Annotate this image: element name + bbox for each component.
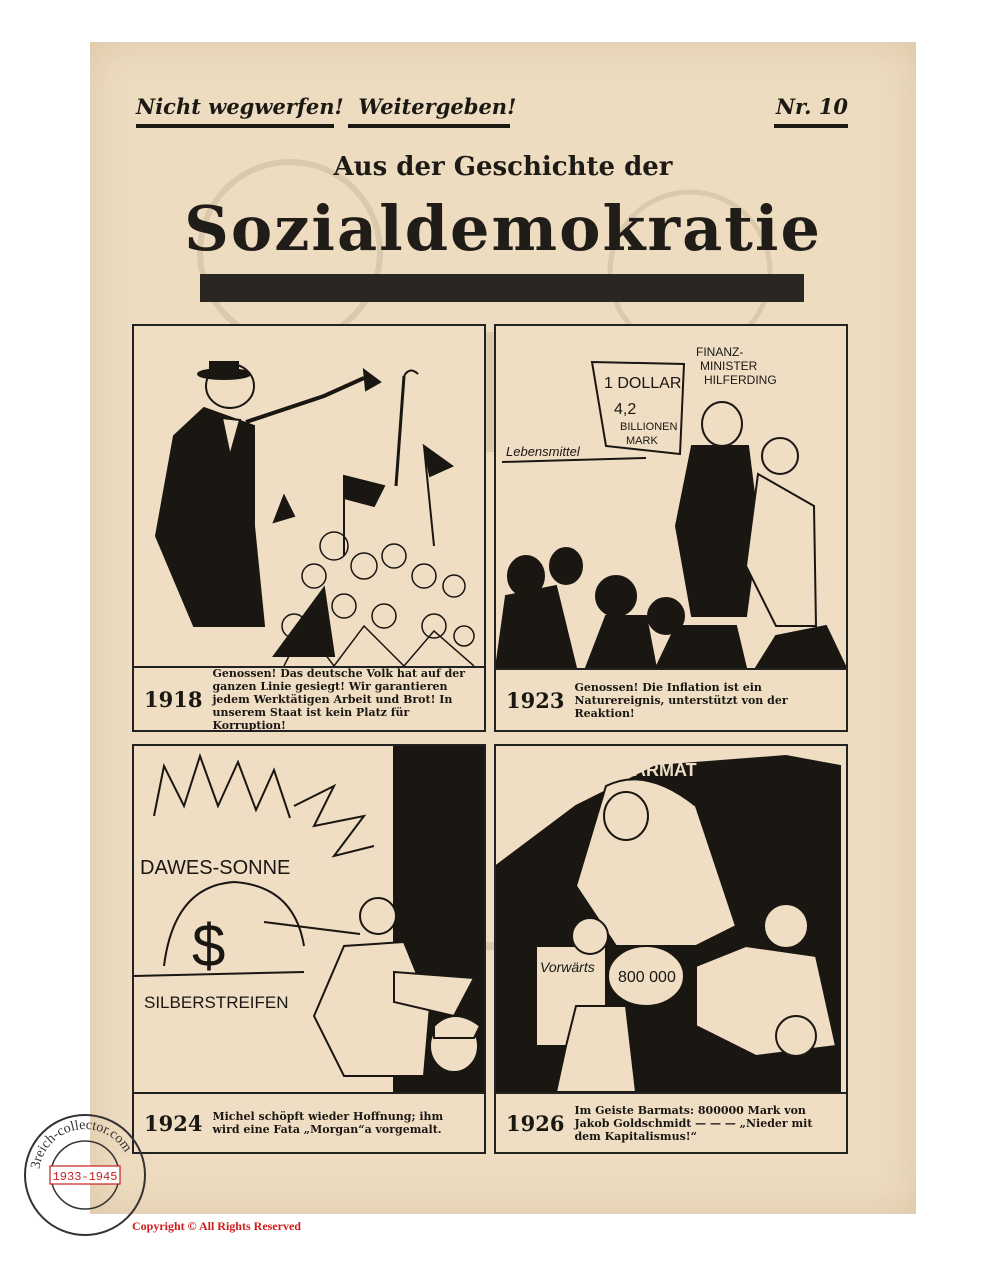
title-line-small: Aus der Geschichte der — [333, 152, 673, 182]
caption-1923 — [496, 668, 846, 730]
cartoon-panel-1926 — [494, 744, 848, 1154]
sign-billions: BILLIONEN — [620, 421, 678, 433]
stamp-years: 1933-1945 — [52, 1170, 118, 1184]
caption-1924 — [134, 1092, 484, 1152]
cartoon-art-barmat — [496, 746, 846, 1092]
cartoon-art-speaker-crowd — [134, 326, 484, 666]
year-label: 1926 — [506, 1110, 565, 1136]
cartoon-panel-1923 — [494, 324, 848, 732]
issue-number: Nr. 10 — [775, 94, 848, 119]
cartoon-panel-1918 — [132, 324, 486, 732]
dollar-sign: $ — [192, 912, 226, 979]
barmat-label: BARMAT — [620, 760, 697, 780]
shop-sign: Lebensmittel — [506, 444, 580, 459]
silver-lining-label: SILBERSTREIFEN — [144, 993, 289, 1012]
cartoon-art-painter — [134, 746, 484, 1092]
year-label: 1924 — [144, 1110, 203, 1136]
cartoon-art-inflation — [496, 326, 846, 668]
money-bag-amount: 800 000 — [618, 969, 676, 986]
year-label: 1918 — [144, 686, 203, 712]
header-row — [136, 94, 848, 126]
sign-mark: MARK — [626, 435, 658, 447]
header-rule-right — [774, 124, 848, 128]
label-hilferding: HILFERDING — [704, 373, 777, 387]
copyright-notice: Copyright © All Rights Reserved — [132, 1219, 301, 1233]
caption-1926 — [496, 1092, 846, 1152]
sign-amount: 4,2 — [614, 401, 637, 418]
caption-text: Im Geiste Barmats: 800000 Mark von Jakob Goldschmidt — — — „Nieder mit dem Kapitalismus!“ — [574, 1103, 813, 1143]
newspaper-title: Vorwärts — [540, 959, 595, 975]
title-black-bar — [200, 274, 804, 302]
caption-1918 — [134, 666, 484, 730]
year-label: 1923 — [506, 687, 565, 713]
caption-text: Michel schöpft wieder Hoffnung; ihm wird eine Fata „Morgan“a vorgemalt. — [212, 1110, 444, 1136]
title-line-big: Sozialdemokratie — [184, 192, 822, 265]
caption-text: Genossen! Die Inflation ist ein Naturereignis, unterstützt von der Reaktion! — [574, 680, 788, 720]
header-pass-on: Weitergeben! — [358, 94, 517, 119]
collector-stamp — [20, 1110, 150, 1240]
caption-text: Genossen! Das deutsche Volk hat auf der ganzen Linie gesiegt! Wir garantieren jedem Werktätigen Arbeit und Brot! In unserem Staat ist kein Platz für Korruption! — [212, 666, 466, 732]
sun-label: DAWES-SONNE — [140, 857, 291, 879]
header-rule-left — [136, 124, 334, 128]
cartoon-panel-1924 — [132, 744, 486, 1154]
leaflet-page — [90, 42, 916, 1214]
header-rule-middle — [348, 124, 510, 128]
stamp-ring-text: 3reich-collector.com — [28, 1117, 135, 1171]
label-minister: MINISTER — [700, 359, 758, 373]
sign-dollar: 1 DOLLAR — [604, 375, 682, 392]
header-do-not-discard: Nicht wegwerfen! Weitergeben! — [136, 94, 517, 119]
label-finanz: FINANZ- — [696, 345, 744, 359]
